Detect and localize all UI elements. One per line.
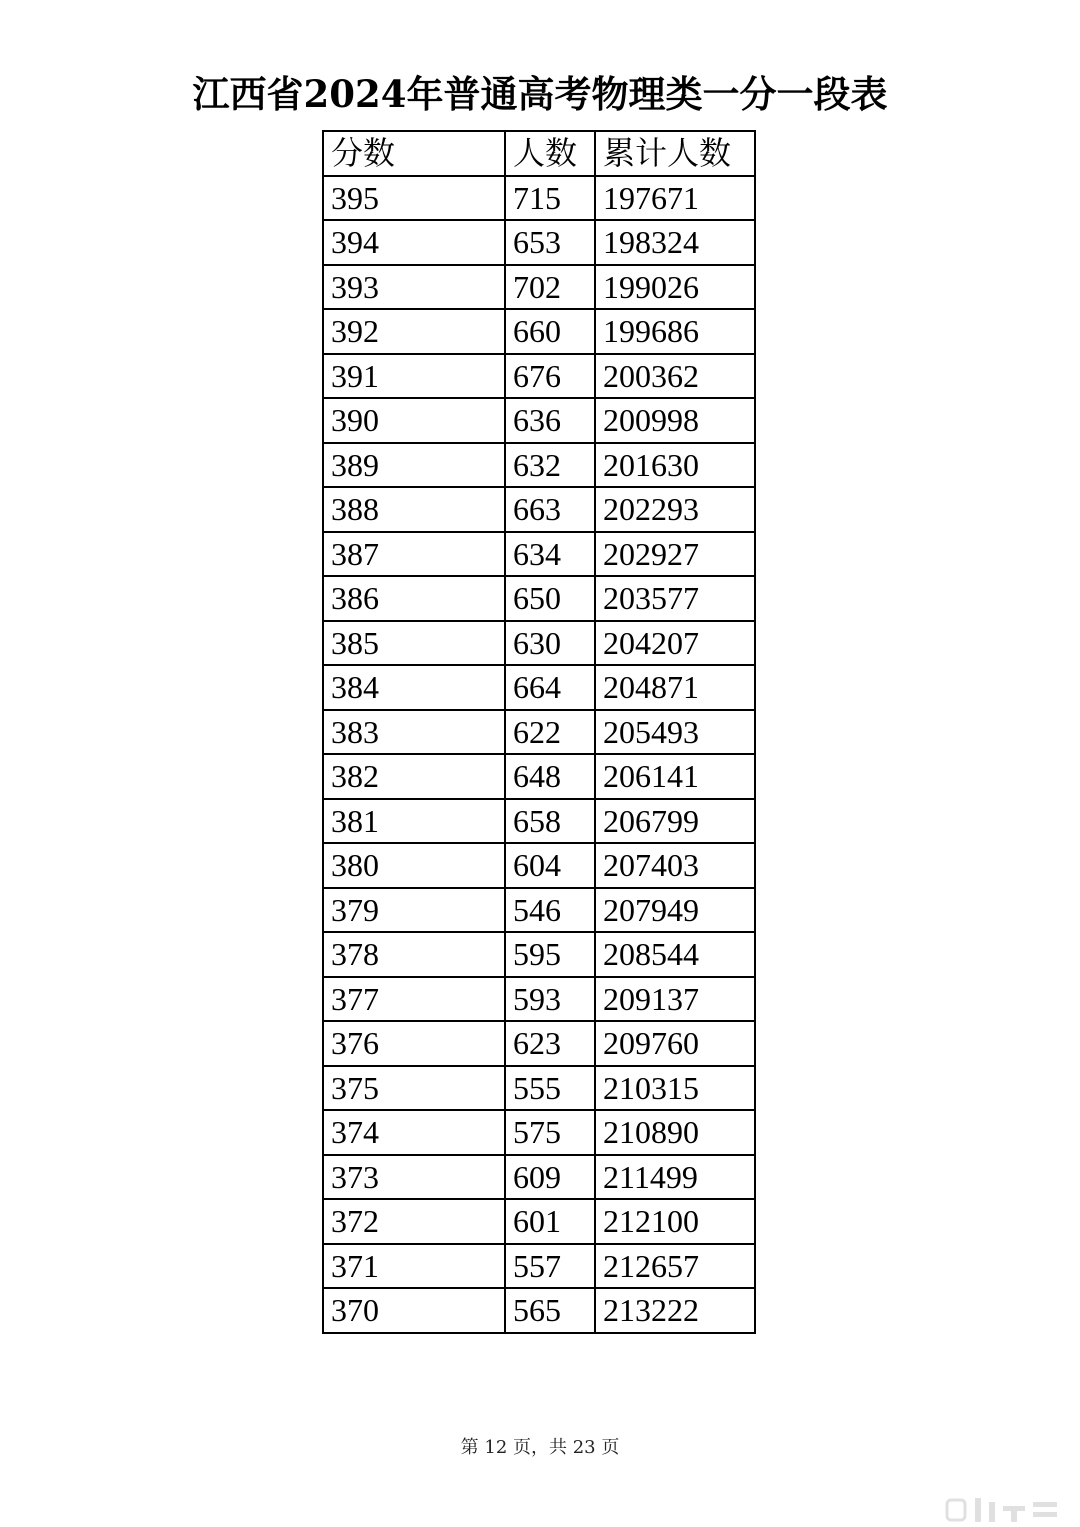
cumulative-cell: 209760 <box>595 1021 755 1066</box>
score-cell: 386 <box>323 576 505 621</box>
score-cell: 372 <box>323 1199 505 1244</box>
count-cell: 676 <box>505 354 595 399</box>
column-header-cumulative: 累计人数 <box>595 131 755 176</box>
cumulative-cell: 210315 <box>595 1066 755 1111</box>
score-cell: 377 <box>323 977 505 1022</box>
table-row <box>323 932 755 977</box>
cumulative-cell: 205493 <box>595 710 755 755</box>
score-cell: 376 <box>323 1021 505 1066</box>
count-cell: 636 <box>505 398 595 443</box>
table-row <box>323 354 755 399</box>
cumulative-cell: 202927 <box>595 532 755 577</box>
score-cell: 387 <box>323 532 505 577</box>
column-header-count: 人数 <box>505 131 595 176</box>
score-distribution-table <box>322 130 756 1334</box>
score-cell: 390 <box>323 398 505 443</box>
score-cell: 389 <box>323 443 505 488</box>
count-cell: 604 <box>505 843 595 888</box>
table-row <box>323 1199 755 1244</box>
count-cell: 650 <box>505 576 595 621</box>
count-cell: 658 <box>505 799 595 844</box>
score-cell: 391 <box>323 354 505 399</box>
score-cell: 395 <box>323 176 505 221</box>
count-cell: 555 <box>505 1066 595 1111</box>
count-cell: 653 <box>505 220 595 265</box>
score-cell: 373 <box>323 1155 505 1200</box>
count-cell: 630 <box>505 621 595 666</box>
score-cell: 374 <box>323 1110 505 1155</box>
column-header-score: 分数 <box>323 131 505 176</box>
score-cell: 384 <box>323 665 505 710</box>
cumulative-cell: 207403 <box>595 843 755 888</box>
cumulative-cell: 199026 <box>595 265 755 310</box>
page-number-footer: 第 12 页，共 23 页 <box>460 1437 620 1458</box>
cumulative-cell: 206141 <box>595 754 755 799</box>
cumulative-cell: 208544 <box>595 932 755 977</box>
count-cell: 702 <box>505 265 595 310</box>
score-cell: 388 <box>323 487 505 532</box>
score-cell: 381 <box>323 799 505 844</box>
table-row <box>323 1021 755 1066</box>
page-title: 江西省2024年普通高考物理类一分一段表 <box>192 72 888 116</box>
score-cell: 383 <box>323 710 505 755</box>
cumulative-cell: 206799 <box>595 799 755 844</box>
count-cell: 609 <box>505 1155 595 1200</box>
table-row <box>323 621 755 666</box>
table-row <box>323 532 755 577</box>
count-cell: 622 <box>505 710 595 755</box>
cumulative-cell: 211499 <box>595 1155 755 1200</box>
cumulative-cell: 200998 <box>595 398 755 443</box>
count-cell: 557 <box>505 1244 595 1289</box>
cumulative-cell: 213222 <box>595 1288 755 1333</box>
table-row <box>323 1288 755 1333</box>
count-cell: 593 <box>505 977 595 1022</box>
score-cell: 382 <box>323 754 505 799</box>
platform-logo-icon <box>945 1496 1065 1524</box>
cumulative-cell: 212657 <box>595 1244 755 1289</box>
table-row <box>323 176 755 221</box>
table-row <box>323 1155 755 1200</box>
count-cell: 660 <box>505 309 595 354</box>
score-cell: 375 <box>323 1066 505 1111</box>
cumulative-cell: 212100 <box>595 1199 755 1244</box>
table-row <box>323 977 755 1022</box>
cumulative-cell: 207949 <box>595 888 755 933</box>
table-row <box>323 1110 755 1155</box>
table-row <box>323 265 755 310</box>
score-cell: 379 <box>323 888 505 933</box>
count-cell: 546 <box>505 888 595 933</box>
table-row <box>323 665 755 710</box>
cumulative-cell: 200362 <box>595 354 755 399</box>
table-row <box>323 843 755 888</box>
score-cell: 393 <box>323 265 505 310</box>
table-row <box>323 754 755 799</box>
score-cell: 392 <box>323 309 505 354</box>
score-cell: 370 <box>323 1288 505 1333</box>
table-row <box>323 799 755 844</box>
table-row <box>323 398 755 443</box>
cumulative-cell: 203577 <box>595 576 755 621</box>
cumulative-cell: 210890 <box>595 1110 755 1155</box>
cumulative-cell: 202293 <box>595 487 755 532</box>
table-row <box>323 487 755 532</box>
count-cell: 632 <box>505 443 595 488</box>
count-cell: 715 <box>505 176 595 221</box>
score-cell: 385 <box>323 621 505 666</box>
table-row <box>323 443 755 488</box>
cumulative-cell: 201630 <box>595 443 755 488</box>
cumulative-cell: 198324 <box>595 220 755 265</box>
count-cell: 565 <box>505 1288 595 1333</box>
table-row <box>323 309 755 354</box>
count-cell: 634 <box>505 532 595 577</box>
table-row <box>323 710 755 755</box>
cumulative-cell: 204871 <box>595 665 755 710</box>
cumulative-cell: 199686 <box>595 309 755 354</box>
count-cell: 663 <box>505 487 595 532</box>
table-row <box>323 1066 755 1111</box>
cumulative-cell: 209137 <box>595 977 755 1022</box>
count-cell: 595 <box>505 932 595 977</box>
count-cell: 601 <box>505 1199 595 1244</box>
score-cell: 394 <box>323 220 505 265</box>
count-cell: 575 <box>505 1110 595 1155</box>
table-row <box>323 888 755 933</box>
table-row <box>323 576 755 621</box>
count-cell: 664 <box>505 665 595 710</box>
count-cell: 623 <box>505 1021 595 1066</box>
cumulative-cell: 197671 <box>595 176 755 221</box>
cumulative-cell: 204207 <box>595 621 755 666</box>
count-cell: 648 <box>505 754 595 799</box>
table-row <box>323 1244 755 1289</box>
score-cell: 380 <box>323 843 505 888</box>
score-cell: 371 <box>323 1244 505 1289</box>
table-header-row <box>323 131 755 176</box>
table-row <box>323 220 755 265</box>
table-body <box>323 176 755 1333</box>
score-cell: 378 <box>323 932 505 977</box>
